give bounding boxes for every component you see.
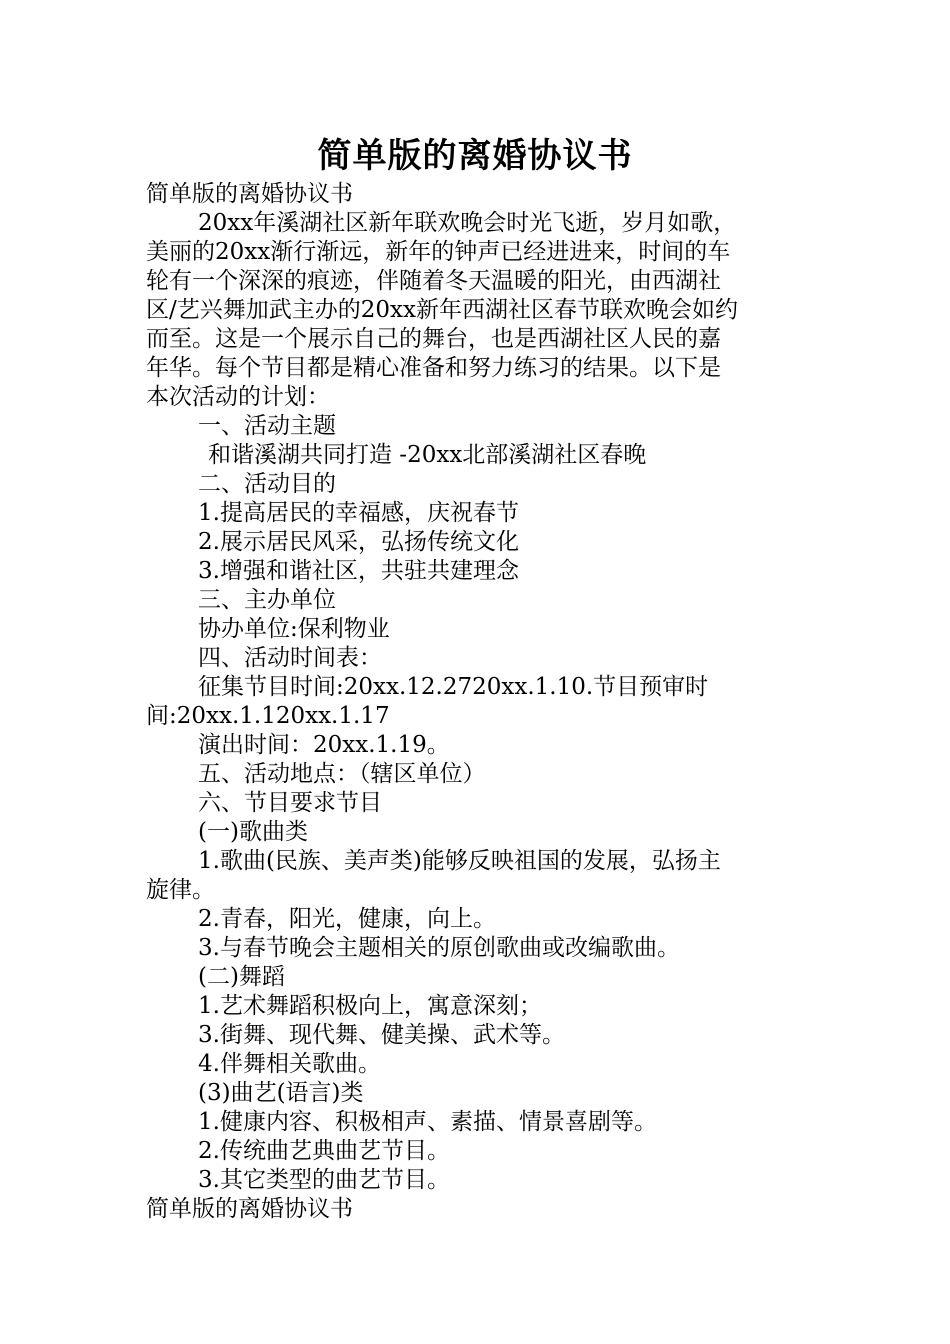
subsection-heading: (一)歌曲类	[198, 819, 308, 845]
section-heading: 六、节目要求节目	[198, 790, 382, 816]
list-item: 1.健康内容、积极相声、素描、情景喜剧等。	[198, 1109, 657, 1135]
section-heading: 二、活动目的	[198, 471, 336, 497]
list-item: 3.增强和谐社区，共驻共建理念	[198, 558, 519, 584]
list-item: 2.展示居民风采，弘扬传统文化	[198, 529, 519, 555]
text-line: 轮有一个深深的痕迹，伴随着冬天温暖的阳光，由西湖社	[146, 268, 721, 294]
text-line: 协办单位:保利物业	[198, 616, 390, 642]
text-line: 简单版的离婚协议书	[146, 1196, 353, 1222]
document-title: 简单版的离婚协议书	[317, 136, 633, 176]
text-line: 年华。每个节目都是精心准备和努力练习的结果。以下是	[146, 355, 721, 381]
subsection-heading: (二)舞蹈	[198, 964, 285, 990]
list-item: 1.艺术舞蹈积极向上，寓意深刻；	[198, 993, 542, 1019]
text-line: 征集节目时间:20xx.12.2720xx.1.10.节目预审时	[198, 674, 709, 700]
list-item: 1.歌曲(民族、美声类)能够反映祖国的发展，弘扬主	[198, 848, 721, 874]
list-item: 1.提高居民的幸福感，庆祝春节	[198, 500, 519, 526]
section-heading: 一、活动主题	[198, 413, 336, 439]
text-line: 而至。这是一个展示自己的舞台，也是西湖社区人民的嘉	[146, 326, 721, 352]
text-line: 间:20xx.1.120xx.1.17	[146, 703, 390, 729]
text-line: 20xx年溪湖社区新年联欢晚会时光飞逝，岁月如歌，	[198, 210, 737, 236]
list-item: 3.街舞、现代舞、健美操、武术等。	[198, 1022, 565, 1048]
text-line: 本次活动的计划：	[146, 384, 330, 410]
text-line: 简单版的离婚协议书	[146, 181, 353, 207]
list-item: 2.传统曲艺典曲艺节目。	[198, 1138, 450, 1164]
text-line: 区/艺兴舞加武主办的20xx新年西湖社区春节联欢晚会如约	[146, 297, 738, 323]
subsection-heading: (3)曲艺(语言)类	[198, 1080, 364, 1106]
list-item: 2.青春，阳光，健康，向上。	[198, 906, 496, 932]
list-item: 3.其它类型的曲艺节目。	[198, 1167, 450, 1193]
list-item: 4.伴舞相关歌曲。	[198, 1051, 381, 1077]
text-line: 美丽的20xx渐行渐远，新年的钟声已经进进来，时间的车	[146, 239, 731, 265]
section-heading: 三、主办单位	[198, 587, 336, 613]
text-line: 旋律。	[146, 877, 215, 903]
section-heading: 五、活动地点：（辖区单位）	[198, 761, 486, 787]
text-line: 和谐溪湖共同打造 -20xx北部溪湖社区春晚	[208, 442, 647, 468]
document-body	[146, 180, 816, 1224]
text-line: 演出时间：20xx.1.19。	[198, 732, 450, 758]
section-heading: 四、活动时间表：	[198, 645, 382, 671]
list-item: 3.与春节晚会主题相关的原创歌曲或改编歌曲。	[198, 935, 680, 961]
